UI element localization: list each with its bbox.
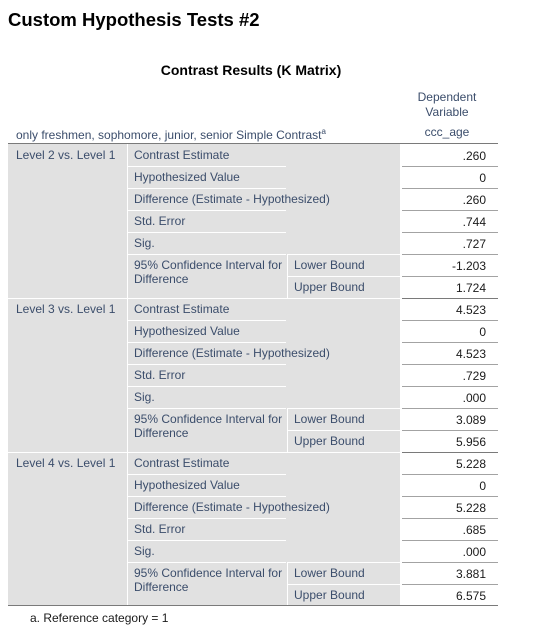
row-separator — [288, 584, 400, 585]
row-separator — [288, 562, 400, 563]
row-label-std-error: Std. Error — [134, 214, 186, 228]
label-grid-background — [8, 144, 400, 606]
value-std-error: .729 — [462, 369, 486, 383]
row-separator — [128, 342, 286, 343]
output-heading: Custom Hypothesis Tests #2 — [8, 9, 260, 30]
contrast-label: Level 3 vs. Level 1 — [16, 302, 116, 316]
row-label-std-error: Std. Error — [134, 368, 186, 382]
value-separator — [402, 320, 498, 321]
row-label-estimate: Contrast Estimate — [134, 148, 230, 162]
row-label-hypothesized: Hypothesized Value — [134, 170, 240, 184]
row-label-lower-bound: Lower Bound — [294, 566, 365, 580]
row-label-hypothesized: Hypothesized Value — [134, 478, 240, 492]
row-separator — [288, 430, 400, 431]
row-separator — [288, 408, 400, 409]
row-label-lower-bound: Lower Bound — [294, 258, 365, 272]
value-separator — [402, 562, 498, 563]
table-title: Contrast Results (K Matrix) — [160, 62, 342, 78]
row-separator — [128, 188, 286, 189]
column-separator — [287, 254, 288, 298]
row-label-estimate: Contrast Estimate — [134, 456, 230, 470]
row-label-lower-bound: Lower Bound — [294, 412, 365, 426]
value-estimate: .260 — [462, 149, 486, 163]
row-label-upper-bound: Upper Bound — [294, 280, 365, 294]
value-separator — [402, 166, 498, 167]
row-separator — [128, 232, 286, 233]
value-estimate: 5.228 — [455, 457, 486, 471]
value-lower-bound: -1.203 — [451, 259, 486, 273]
row-label-difference: Difference (Estimate - Hypothesized) — [134, 500, 330, 514]
group-separator — [402, 452, 498, 453]
value-std-error: .685 — [462, 523, 486, 537]
variable-header: ccc_age — [424, 125, 470, 139]
value-hypothesized: 0 — [479, 171, 486, 185]
row-label-difference: Difference (Estimate - Hypothesized) — [134, 346, 330, 360]
column-separator — [287, 562, 288, 606]
value-separator — [402, 474, 498, 475]
value-difference: 4.523 — [455, 347, 486, 361]
value-lower-bound: 3.089 — [455, 413, 486, 427]
value-hypothesized: 0 — [479, 479, 486, 493]
row-separator — [288, 276, 400, 277]
value-upper-bound: 6.575 — [455, 589, 486, 603]
row-label-std-error: Std. Error — [134, 522, 186, 536]
row-label-difference: Difference (Estimate - Hypothesized) — [134, 192, 330, 206]
row-label-upper-bound: Upper Bound — [294, 588, 365, 602]
row-label-estimate: Contrast Estimate — [134, 302, 230, 316]
value-std-error: .744 — [462, 215, 486, 229]
contrast-header — [16, 127, 326, 142]
contrast-label: Level 4 vs. Level 1 — [16, 456, 116, 470]
row-separator — [128, 408, 286, 409]
value-separator — [402, 518, 498, 519]
dependent-variable-header — [405, 90, 489, 120]
row-separator — [128, 540, 286, 541]
value-separator — [402, 386, 498, 387]
footnote-marker: a — [321, 127, 326, 136]
bottom-rule — [8, 605, 498, 606]
value-separator — [402, 210, 498, 211]
row-label-sig: Sig. — [134, 390, 155, 404]
row-label-sig: Sig. — [134, 544, 155, 558]
row-separator — [128, 562, 286, 563]
value-separator — [402, 584, 498, 585]
row-label-sig: Sig. — [134, 236, 155, 250]
row-separator — [128, 254, 286, 255]
value-upper-bound: 5.956 — [455, 435, 486, 449]
row-separator — [128, 474, 286, 475]
contrast-label: Level 2 vs. Level 1 — [16, 148, 116, 162]
dependent-header-line1: Dependent — [417, 90, 477, 104]
dependent-header-line2: Variable — [425, 105, 469, 119]
column-separator — [127, 452, 128, 606]
row-separator — [128, 518, 286, 519]
value-sig: .000 — [462, 545, 486, 559]
value-separator — [402, 364, 498, 365]
value-separator — [402, 496, 498, 497]
value-hypothesized: 0 — [479, 325, 486, 339]
group-separator — [8, 452, 400, 453]
value-separator — [402, 232, 498, 233]
value-sig: .000 — [462, 391, 486, 405]
column-separator — [287, 408, 288, 452]
value-lower-bound: 3.881 — [455, 567, 486, 581]
contrast-header-label: only freshmen, sophomore, junior, senior Simple Contrast — [16, 128, 322, 142]
row-label-ci: 95% Confidence Interval for Difference — [134, 258, 283, 286]
value-separator — [402, 188, 498, 189]
row-separator — [128, 320, 286, 321]
row-separator — [128, 496, 286, 497]
row-label-ci: 95% Confidence Interval for Difference — [134, 412, 283, 440]
group-separator — [402, 298, 498, 299]
row-separator — [288, 254, 400, 255]
value-sig: .727 — [462, 237, 486, 251]
row-separator — [128, 364, 286, 365]
value-separator — [402, 540, 498, 541]
column-separator — [127, 144, 128, 298]
row-separator — [128, 166, 286, 167]
value-separator — [402, 342, 498, 343]
group-separator — [8, 298, 400, 299]
value-difference: .260 — [462, 193, 486, 207]
row-label-ci: 95% Confidence Interval for Difference — [134, 566, 283, 594]
value-difference: 5.228 — [455, 501, 486, 515]
value-upper-bound: 1.724 — [455, 281, 486, 295]
value-separator — [402, 254, 498, 255]
row-separator — [128, 210, 286, 211]
column-separator — [127, 298, 128, 452]
value-separator — [402, 430, 498, 431]
row-label-hypothesized: Hypothesized Value — [134, 324, 240, 338]
value-separator — [402, 408, 498, 409]
row-label-upper-bound: Upper Bound — [294, 434, 365, 448]
row-separator — [128, 386, 286, 387]
footnote: a. Reference category = 1 — [30, 611, 169, 625]
value-estimate: 4.523 — [455, 303, 486, 317]
value-separator — [402, 276, 498, 277]
